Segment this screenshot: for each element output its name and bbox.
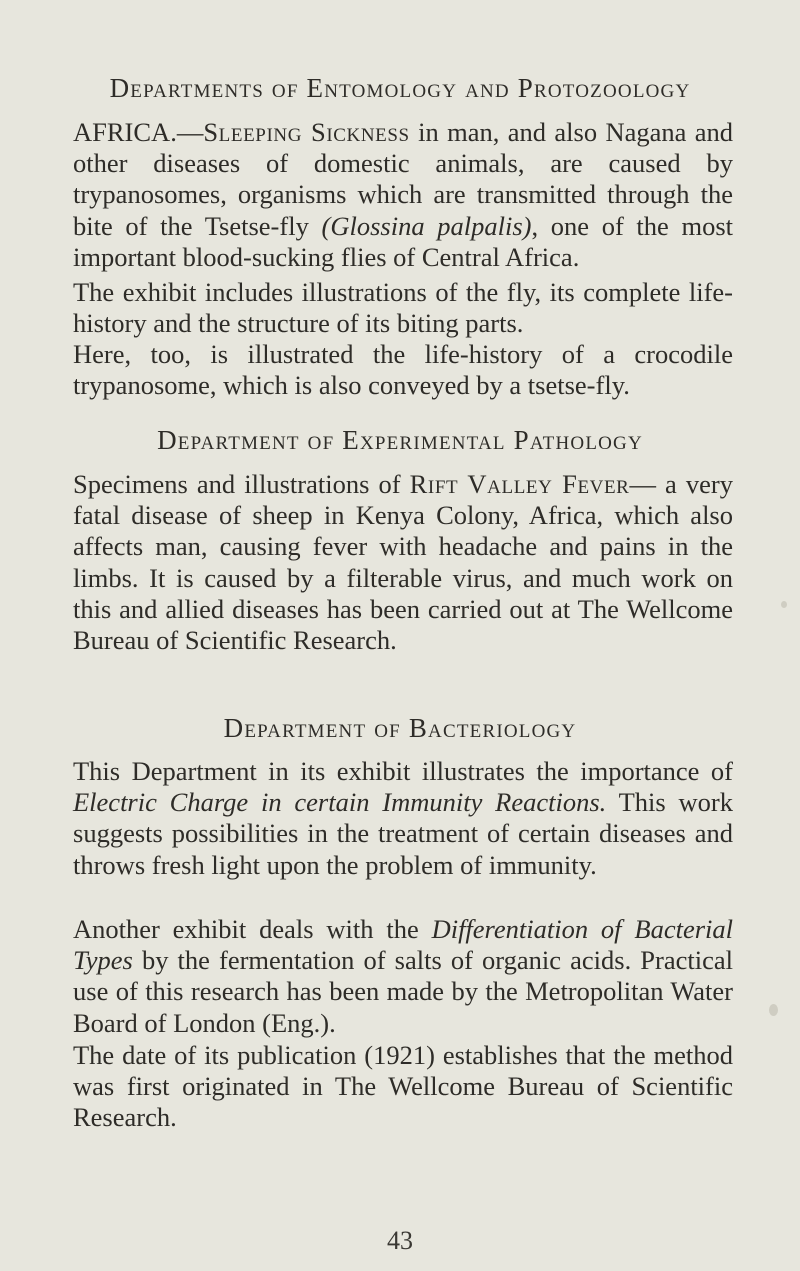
species-name: (Glossina palpalis)	[321, 210, 532, 241]
paragraph-text: Specimens and illustrations of	[73, 469, 410, 499]
paragraph-exhibit: The exhibit includes illustrations of the fly, its complete life-history and the structure of its biting parts.	[73, 277, 733, 339]
sleeping-sickness-term: Sleeping Sickness	[203, 117, 410, 147]
paragraph-crocodile: Here, too, is illustrated the life-history of a crocodile trypanosome, which is also conveyed by a tsetse-fly.	[73, 339, 733, 401]
paragraph-text: This work suggests possibilities in the treatment of certain diseases and throws fresh light upon the problem of immunity.	[73, 787, 733, 880]
paragraph-electric-charge	[73, 756, 733, 881]
paragraph-publication: The date of its publication (1921) establishes that the method was first originated in The Wellcome Bureau of Scientific Research.	[73, 1040, 733, 1133]
page-number: 43	[387, 1226, 413, 1255]
section-heading-entomology: Departments of Entomology and Protozoology	[109, 73, 691, 103]
paragraph-text: This Department in its exhibit illustrates the importance of	[73, 756, 733, 786]
paragraph-text: — a very fatal disease of sheep in Kenya Colony, Africa, which also affects man, causing fever with headache and pains in the limbs. It is caused by a filterable virus, and much work on this and allied diseases has been carried out at The Wellcome Bureau of Scientific Research.	[73, 469, 733, 656]
italic-term: Differentiation of Bacterial Types	[73, 914, 733, 976]
paragraph-africa	[73, 117, 733, 273]
paragraph-differentiation	[73, 914, 733, 1039]
paragraph-text: by the fermentation of salts of organic acids. Practical use of this research has been made by the Metropolitan Water Board of London (Eng.).	[73, 945, 733, 1038]
paragraph-lead: AFRICA.—	[73, 117, 204, 147]
paper-speck	[769, 1004, 778, 1016]
italic-term: Electric Charge in certain Immunity Reactions.	[73, 787, 607, 818]
section-heading-pathology: Department of Experimental Pathology	[157, 425, 643, 455]
paragraph-text: , one of the most important blood-sucking flies of Central Africa.	[73, 210, 734, 272]
paragraph-rift-valley	[73, 469, 733, 656]
paper-speck	[781, 601, 787, 608]
paragraph-text: Another exhibit deals with the	[73, 914, 432, 944]
rift-valley-fever-term: Rift Valley Fever	[409, 469, 630, 499]
section-heading-bacteriology: Department of Bacteriology	[223, 713, 577, 743]
paragraph-text: in man, and also Nagana and other diseases of domestic animals, are caused by trypanosomes, organisms which are transmitted through the bite of the Tsetse-fly	[73, 117, 734, 241]
